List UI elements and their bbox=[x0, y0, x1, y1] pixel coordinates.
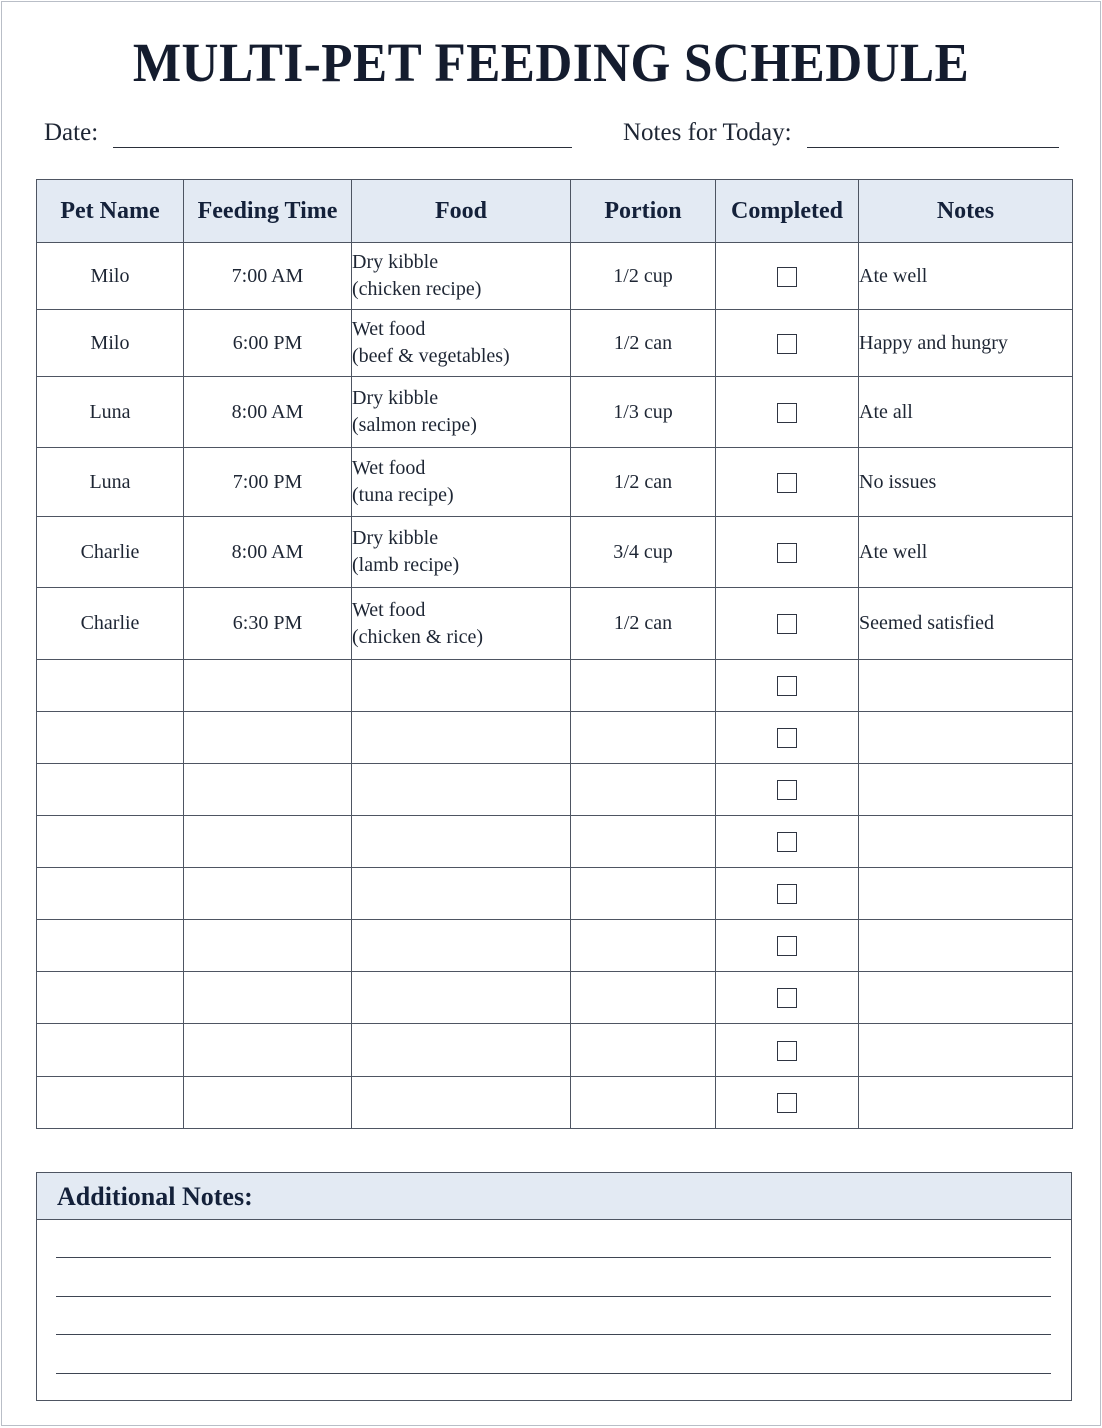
food-cell bbox=[352, 448, 571, 517]
completed-cell bbox=[716, 448, 859, 517]
food-cell bbox=[352, 816, 571, 868]
notes-cell: Seemed satisfied bbox=[859, 588, 1073, 660]
completed-checkbox[interactable] bbox=[777, 988, 797, 1008]
portion-cell: 1/2 can bbox=[571, 310, 716, 377]
feeding-time-cell: 7:00 PM bbox=[184, 448, 352, 517]
pet-name-cell: Luna bbox=[37, 377, 184, 448]
feeding-time-cell bbox=[184, 816, 352, 868]
table-row bbox=[37, 920, 1073, 972]
portion-cell: 3/4 cup bbox=[571, 517, 716, 588]
portion-cell: 1/3 cup bbox=[571, 377, 716, 448]
table-row bbox=[37, 764, 1073, 816]
col-header-notes: Notes bbox=[859, 180, 1073, 243]
food-cell bbox=[352, 310, 571, 377]
notes-cell: No issues bbox=[859, 448, 1073, 517]
col-header-pet-name: Pet Name bbox=[37, 180, 184, 243]
food-name: Dry kibble bbox=[352, 251, 439, 273]
completed-checkbox[interactable] bbox=[777, 728, 797, 748]
table-row bbox=[37, 517, 1073, 588]
completed-checkbox[interactable] bbox=[777, 1041, 797, 1061]
table-row bbox=[37, 310, 1073, 377]
additional-notes-label: Additional Notes: bbox=[37, 1173, 1071, 1220]
feeding-time-cell bbox=[184, 660, 352, 712]
table-row bbox=[37, 868, 1073, 920]
food-cell bbox=[352, 764, 571, 816]
completed-cell bbox=[716, 868, 859, 920]
food-cell bbox=[352, 972, 571, 1024]
notes-today-label: Notes for Today: bbox=[623, 119, 792, 146]
pet-name-cell bbox=[37, 920, 184, 972]
table-row bbox=[37, 1024, 1073, 1077]
completed-cell bbox=[716, 660, 859, 712]
feeding-time-cell bbox=[184, 1024, 352, 1077]
portion-cell: 1/2 cup bbox=[571, 243, 716, 310]
food-name: Wet food bbox=[352, 457, 426, 479]
feeding-time-cell: 7:00 AM bbox=[184, 243, 352, 310]
pet-name-cell bbox=[37, 1077, 184, 1129]
completed-cell bbox=[716, 377, 859, 448]
food-cell bbox=[352, 588, 571, 660]
note-line[interactable] bbox=[56, 1373, 1051, 1374]
pet-name-cell bbox=[37, 1024, 184, 1077]
feeding-time-cell: 6:00 PM bbox=[184, 310, 352, 377]
table-row bbox=[37, 972, 1073, 1024]
notes-cell bbox=[859, 660, 1073, 712]
portion-cell bbox=[571, 764, 716, 816]
completed-checkbox[interactable] bbox=[777, 334, 797, 354]
table-row bbox=[37, 660, 1073, 712]
food-detail: (beef & vegetables) bbox=[352, 345, 510, 367]
pet-name-cell bbox=[37, 660, 184, 712]
feeding-time-cell: 8:00 AM bbox=[184, 377, 352, 448]
food-cell bbox=[352, 377, 571, 448]
completed-checkbox[interactable] bbox=[777, 832, 797, 852]
feeding-time-cell: 6:30 PM bbox=[184, 588, 352, 660]
pet-name-cell: Milo bbox=[37, 243, 184, 310]
feeding-time-cell bbox=[184, 920, 352, 972]
food-name: Wet food bbox=[352, 318, 426, 340]
table-row bbox=[37, 588, 1073, 660]
feeding-schedule-page bbox=[1, 1, 1101, 1426]
food-cell bbox=[352, 712, 571, 764]
table-row bbox=[37, 816, 1073, 868]
notes-cell: Ate all bbox=[859, 377, 1073, 448]
portion-cell: 1/2 can bbox=[571, 448, 716, 517]
pet-name-cell bbox=[37, 972, 184, 1024]
notes-cell bbox=[859, 816, 1073, 868]
table-row bbox=[37, 448, 1073, 517]
completed-checkbox[interactable] bbox=[777, 403, 797, 423]
date-label: Date: bbox=[44, 119, 99, 146]
portion-cell bbox=[571, 920, 716, 972]
notes-cell: Happy and hungry bbox=[859, 310, 1073, 377]
food-detail: (chicken & rice) bbox=[352, 625, 484, 648]
food-cell bbox=[352, 920, 571, 972]
completed-cell bbox=[716, 243, 859, 310]
portion-cell bbox=[571, 712, 716, 764]
food-cell bbox=[352, 868, 571, 920]
completed-checkbox[interactable] bbox=[777, 780, 797, 800]
completed-cell bbox=[716, 310, 859, 377]
portion-cell bbox=[571, 972, 716, 1024]
food-cell bbox=[352, 1077, 571, 1129]
completed-cell bbox=[716, 920, 859, 972]
portion-cell bbox=[571, 1024, 716, 1077]
completed-checkbox[interactable] bbox=[777, 614, 797, 634]
portion-cell bbox=[571, 1077, 716, 1129]
note-line[interactable] bbox=[56, 1257, 1051, 1258]
completed-cell bbox=[716, 712, 859, 764]
table-row bbox=[37, 243, 1073, 310]
completed-checkbox[interactable] bbox=[777, 543, 797, 563]
completed-cell bbox=[716, 1077, 859, 1129]
completed-checkbox[interactable] bbox=[777, 1093, 797, 1113]
portion-cell bbox=[571, 816, 716, 868]
feeding-time-cell bbox=[184, 764, 352, 816]
notes-cell: Ate well bbox=[859, 243, 1073, 310]
completed-checkbox[interactable] bbox=[777, 473, 797, 493]
table-row bbox=[37, 377, 1073, 448]
feeding-time-cell bbox=[184, 1077, 352, 1129]
completed-checkbox[interactable] bbox=[777, 884, 797, 904]
completed-cell bbox=[716, 517, 859, 588]
completed-cell bbox=[716, 588, 859, 660]
notes-cell bbox=[859, 920, 1073, 972]
feeding-time-cell bbox=[184, 868, 352, 920]
col-header-portion: Portion bbox=[571, 180, 716, 243]
pet-name-cell bbox=[37, 868, 184, 920]
food-name: Wet food bbox=[352, 598, 426, 621]
col-header-food: Food bbox=[352, 180, 571, 243]
date-field[interactable] bbox=[113, 147, 572, 148]
food-detail: (tuna recipe) bbox=[352, 484, 454, 506]
food-detail: (salmon recipe) bbox=[352, 414, 477, 436]
feeding-table bbox=[36, 179, 1073, 1129]
completed-cell bbox=[716, 1024, 859, 1077]
food-name: Dry kibble bbox=[352, 527, 439, 549]
completed-cell bbox=[716, 972, 859, 1024]
additional-notes-box bbox=[36, 1172, 1072, 1401]
completed-cell bbox=[716, 816, 859, 868]
header-fields bbox=[2, 114, 1102, 154]
notes-cell: Ate well bbox=[859, 517, 1073, 588]
notes-cell bbox=[859, 868, 1073, 920]
table-row bbox=[37, 1077, 1073, 1129]
food-cell bbox=[352, 660, 571, 712]
col-header-feeding-time: Feeding Time bbox=[184, 180, 352, 243]
feeding-time-cell: 8:00 AM bbox=[184, 517, 352, 588]
food-cell bbox=[352, 1024, 571, 1077]
notes-cell bbox=[859, 1024, 1073, 1077]
pet-name-cell: Charlie bbox=[37, 588, 184, 660]
notes-today-field[interactable] bbox=[807, 147, 1059, 148]
completed-checkbox[interactable] bbox=[777, 936, 797, 956]
notes-cell bbox=[859, 764, 1073, 816]
portion-cell bbox=[571, 868, 716, 920]
food-detail: (chicken recipe) bbox=[352, 278, 482, 300]
pet-name-cell bbox=[37, 816, 184, 868]
food-cell bbox=[352, 243, 571, 310]
notes-cell bbox=[859, 1077, 1073, 1129]
pet-name-cell bbox=[37, 764, 184, 816]
portion-cell bbox=[571, 660, 716, 712]
completed-checkbox[interactable] bbox=[777, 267, 797, 287]
pet-name-cell: Charlie bbox=[37, 517, 184, 588]
pet-name-cell: Luna bbox=[37, 448, 184, 517]
completed-cell bbox=[716, 764, 859, 816]
food-name: Dry kibble bbox=[352, 387, 439, 409]
portion-cell: 1/2 can bbox=[571, 588, 716, 660]
pet-name-cell: Milo bbox=[37, 310, 184, 377]
pet-name-cell bbox=[37, 712, 184, 764]
feeding-time-cell bbox=[184, 712, 352, 764]
table-row bbox=[37, 712, 1073, 764]
notes-cell bbox=[859, 972, 1073, 1024]
col-header-completed: Completed bbox=[716, 180, 859, 243]
completed-checkbox[interactable] bbox=[777, 676, 797, 696]
feeding-time-cell bbox=[184, 972, 352, 1024]
table-body bbox=[37, 243, 1073, 1129]
food-cell bbox=[352, 517, 571, 588]
table-header-row bbox=[37, 180, 1073, 243]
page-title: MULTI-PET FEEDING SCHEDULE bbox=[132, 32, 970, 93]
note-line[interactable] bbox=[56, 1334, 1051, 1335]
food-detail: (lamb recipe) bbox=[352, 554, 460, 576]
notes-cell bbox=[859, 712, 1073, 764]
note-line[interactable] bbox=[56, 1296, 1051, 1297]
